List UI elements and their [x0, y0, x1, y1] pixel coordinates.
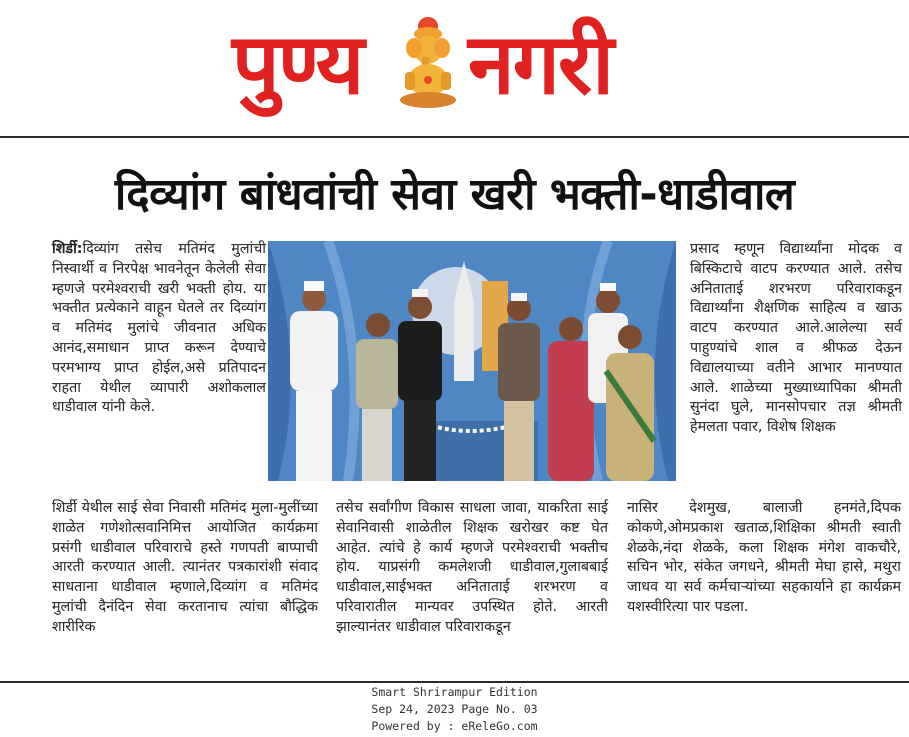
masthead: [0, 0, 909, 136]
brand-name-left: पुण्य: [232, 15, 363, 113]
article-column-3: प्रसाद म्हणून विद्यार्थ्यांना मोदक व बिस्किटाचे वाटप करण्यात आले. तसेच अनिताताई शरभरण परिवाराकडून विद्यार्थ्यांना शैक्षणिक साहित्य व खाऊ वाटप करण्यात आले.आलेल्या सर्व पाहुण्यांचे शाल व श्रीफळ देऊन विद्यालयाच्या वतीने आभार मानण्यात आले. शाळेच्या मुख्याध्यापिका श्रीमती सुनंदा घुले, मानसोपचार तज्ञ श्रीमती हेमलता पवार, विशेष शिक्षक: [690, 241, 902, 436]
edition-name: Smart Shrirampur Edition: [371, 685, 538, 699]
ganesha-icon: [393, 12, 463, 112]
article-column-1: [52, 240, 266, 418]
article-photo: [268, 241, 676, 481]
edition-date-page: Sep 24, 2023 Page No. 03: [371, 702, 538, 716]
dateline: शिर्डी:: [52, 241, 83, 257]
article-column-3-continued: नासिर देशमुख, बालाजी हनमंते,दिपक कोकणे,ओमप्रकाश खताळ,शिक्षिका श्रीमती स्वाती शेळके,नंदा शेळके, कला शिक्षक मंगेश वाकचौरे, सचिन भोर, संकेत जगधने, श्रीमती मेघा हासे, मथुरा जाधव या सर्व कर्मचाऱ्यांच्या सहकार्याने हा कार्यक्रम यशस्वीरित्या पार पडला.: [627, 500, 901, 615]
brand-name-right: नगरी: [468, 15, 613, 113]
article-column-2: तसेच सर्वांगीण विकास साधला जावा, याकरिता साई सेवानिवासी शाळेतील शिक्षक खरोखर कष्ट घेत आहेत. त्यांचे हे कार्य म्हणजे परमेश्वराची भक्तीच होय. याप्रसंगी कमलेशजी धाडीवाल,गुलाबबाई धाडीवाल,साईभक्त अनिताताई शरभरण व परिवारातील मान्यवर उपस्थित होते. आरती झाल्यानंतर धाडीवाल परिवाराकडून: [336, 500, 608, 635]
powered-by-credit: Powered by : eReleGo.com: [371, 719, 538, 733]
article-headline: दिव्यांग बांधवांची सेवा खरी भक्ती-धाडीवाल: [114, 169, 795, 220]
footer-divider: [0, 681, 909, 683]
masthead-divider: [0, 136, 909, 138]
article-column-1-continued: शिर्डी येथील साई सेवा निवासी मतिमंद मुला-मुलींच्या शाळेत गणेशोत्सवानिमित्त आयोजित कार्यक्रमा प्रसंगी धाडीवाल परिवाराचे हस्ते गणपती बाप्पाची आरती करण्यात आली. त्यानंतर पत्रकारांशी संवाद साधताना धाडीवाल म्हणाले,दिव्यांग व मतिमंद मुलांची दैनंदिन सेवा करतानाच त्यांचा बौद्धिक शारीरिक: [52, 500, 318, 635]
edition-footer: [0, 684, 909, 735]
article-column-1-text: दिव्यांग तसेच मतिमंद मुलांची निस्वार्थी व निरपेक्ष भावनेतून केलेली सेवा म्हणजे परमेश्वराची खरी भक्ती होय. या भक्तीत प्रत्येकाने वाहून घेतले तर दिव्यांग व मतिमंद मुलांचे जीवनात अधिक आनंद,समाधान प्राप्त करून देण्याचे परमभाग्य प्राप्त होईल,असे प्रतिपादन राहता येथील व्यापारी अशोकलाल धाडीवाल यांनी केले.: [52, 241, 266, 416]
